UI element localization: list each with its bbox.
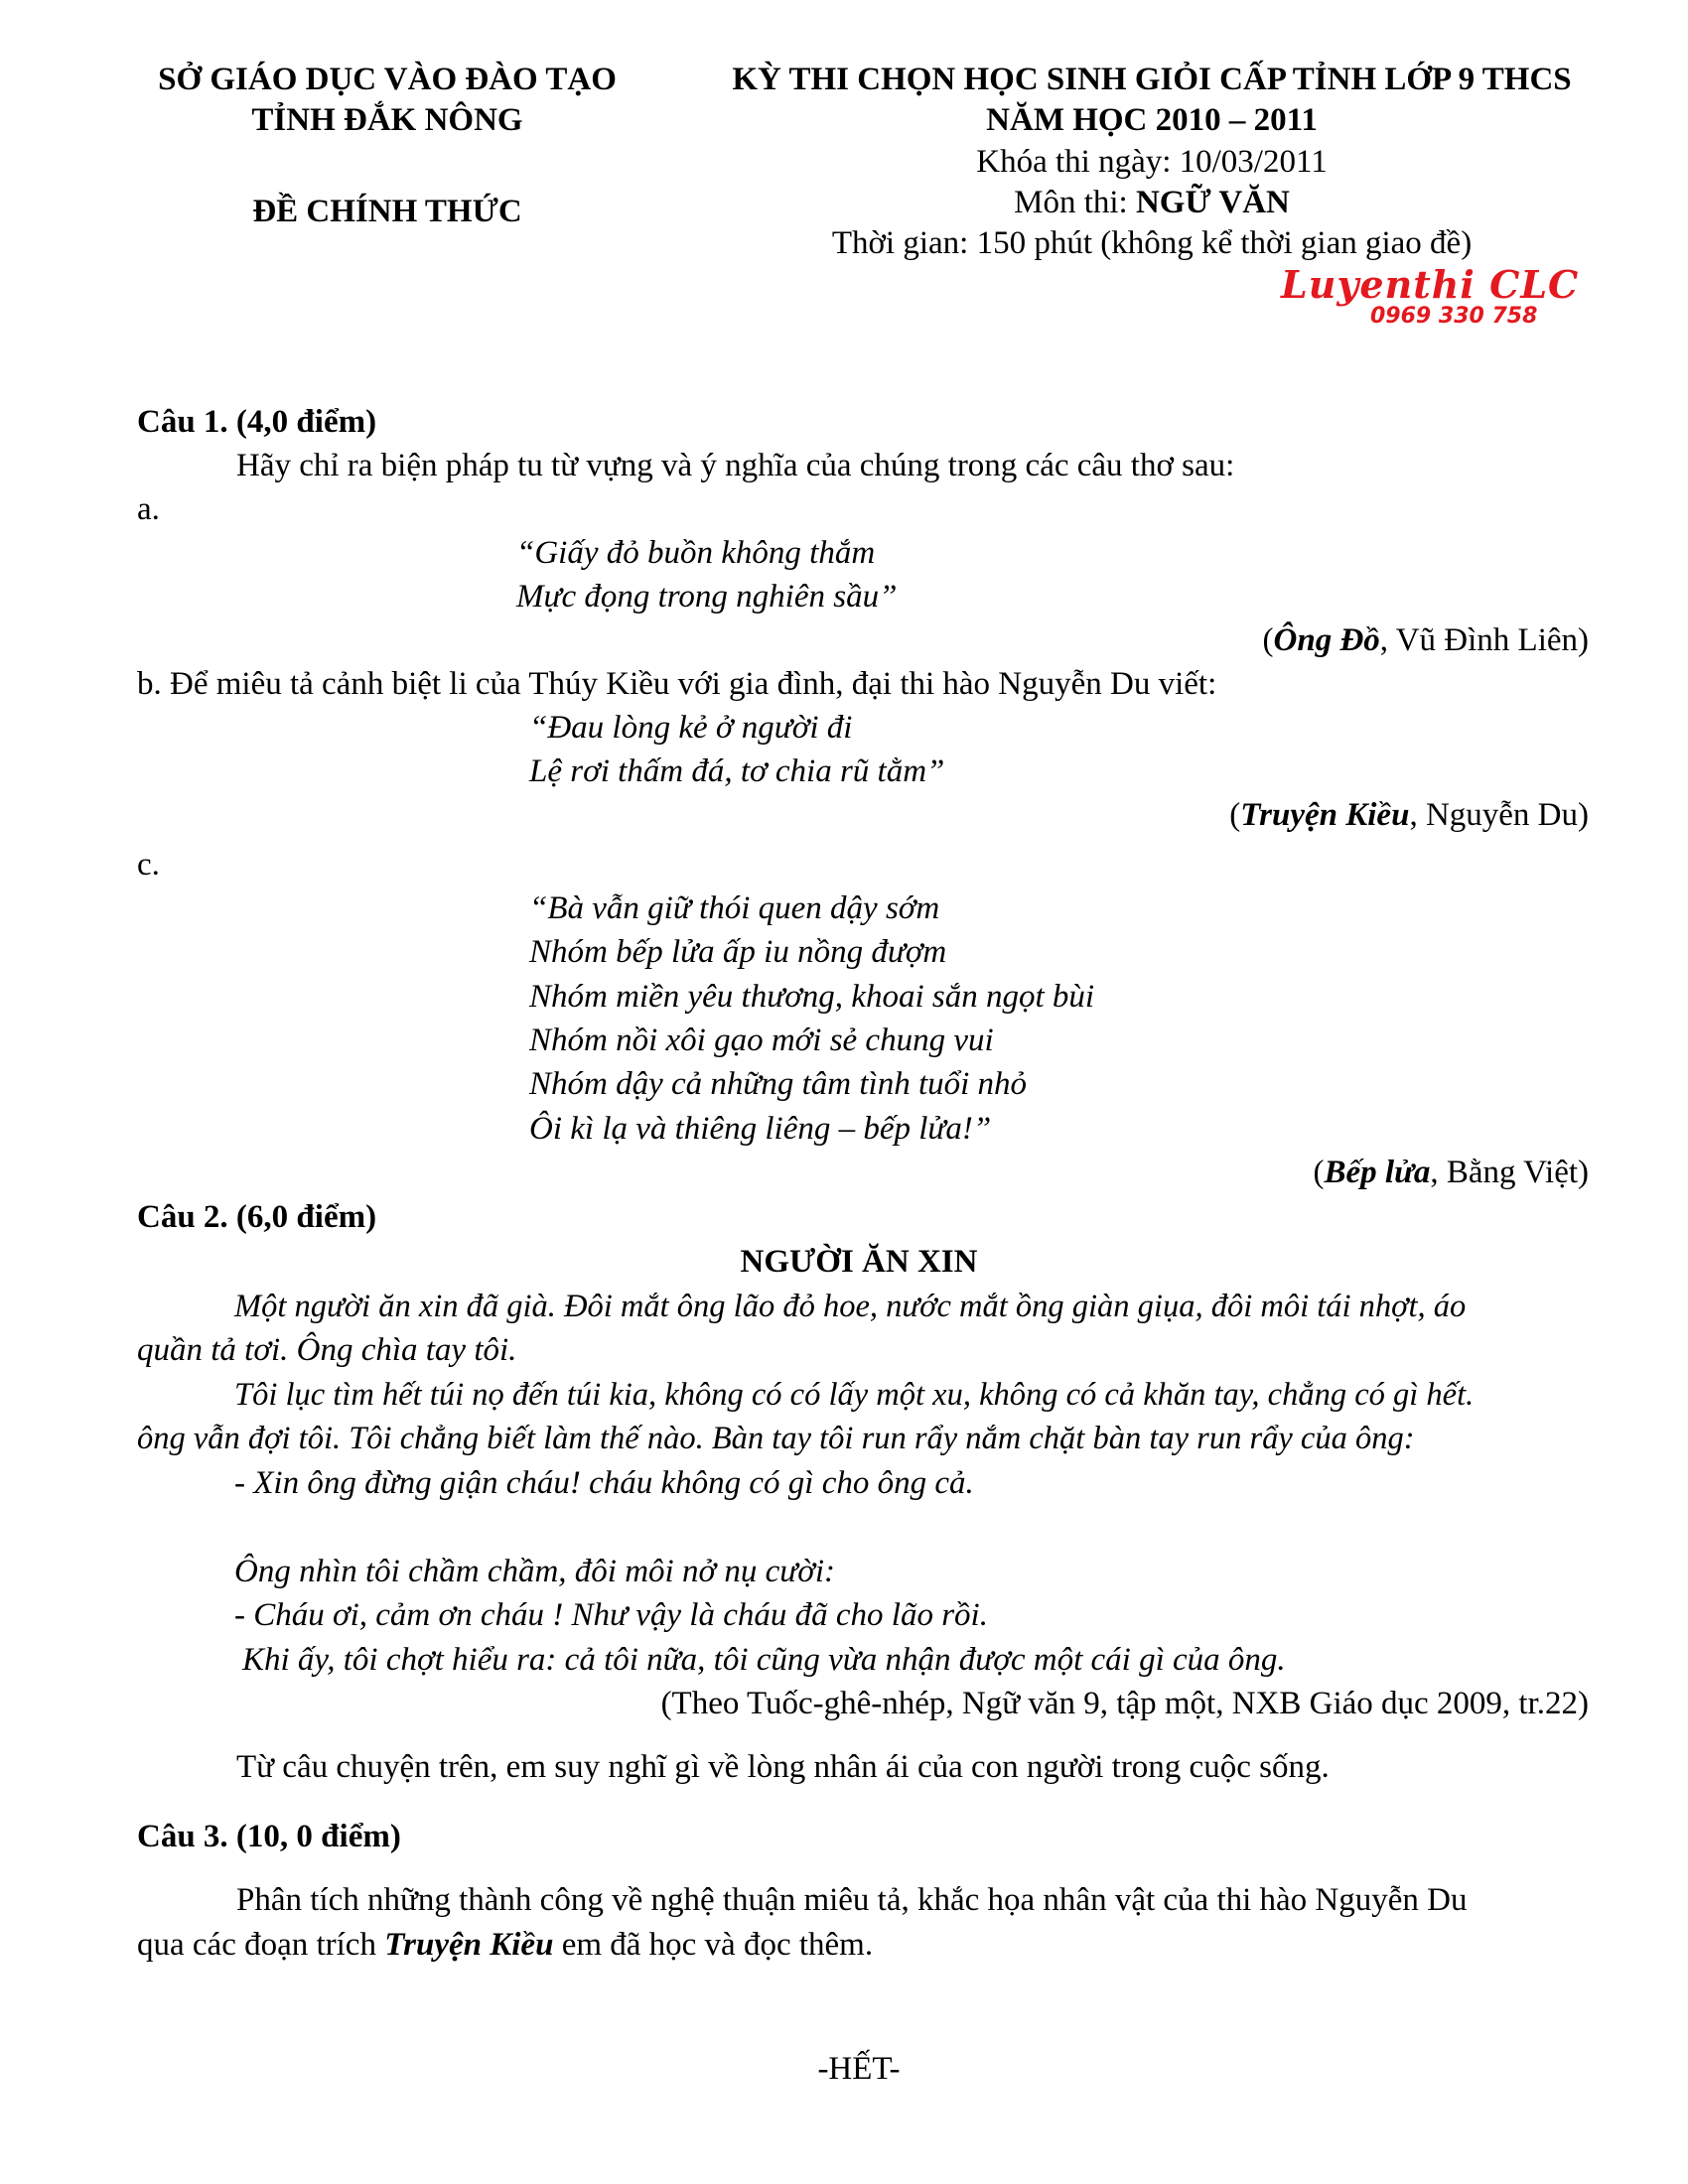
subject-name: NGỮ VĂN (1135, 184, 1290, 220)
work-title: Ông Đồ (1273, 622, 1380, 658)
author: , Bằng Việt) (1430, 1155, 1589, 1190)
source-paren: ( (1313, 1155, 1325, 1190)
question-2-task: Từ câu chuyện trên, em suy nghĩ gì về lòng nhân ái của con người trong cuộc sống. (236, 1749, 1330, 1785)
exam-duration: Thời gian: 150 phút (không kể thời gian giao đề) (831, 225, 1473, 261)
work-title: Bếp lửa (1324, 1155, 1431, 1190)
exam-info-block (685, 60, 1618, 264)
question-3-line-1: Phân tích những thành công về nghệ thuận miêu tả, khắc họa nhân vật của thi hào Nguyễn Du (236, 1882, 1468, 1918)
official-label: ĐỀ CHÍNH THỨC (252, 193, 522, 229)
poem-c-line-6: Ôi kì lạ và thiêng liêng – bếp lửa!” (529, 1111, 992, 1147)
story-para-1b: quần tả tơi. Ông chìa tay tôi. (137, 1332, 517, 1368)
poem-b-line-1: “Đau lòng kẻ ở người đi (529, 710, 853, 746)
exam-subject (685, 183, 1618, 223)
poem-c-line-1: “Bà vẫn giữ thói quen dậy sớm (529, 890, 940, 926)
poem-b-line-2: Lệ rơi thấm đá, tơ chia rũ tằm” (529, 753, 945, 789)
story-para-1a: Một người ăn xin đã già. Đôi mắt ông lão đỏ hoe, nước mắt ồng giàn giụa, đôi môi tái nhợt, áo (234, 1289, 1467, 1324)
work-title: Truyện Kiều (1240, 797, 1410, 833)
q3-work-title: Truyện Kiều (384, 1927, 554, 1963)
watermark-brand: Luyenthi CLC (1281, 262, 1580, 307)
question-1-title: Câu 1. (4,0 điểm) (137, 404, 377, 440)
author: , Vũ Đình Liên) (1379, 622, 1589, 658)
story-source: (Theo Tuốc-ghê-nhép, Ngữ văn 9, tập một, NXB Giáo dục 2009, tr.22) (660, 1686, 1589, 1721)
poem-c-line-3: Nhóm miền yêu thương, khoai sắn ngọt bùi (529, 979, 1095, 1015)
q3-text-pre: qua các đoạn trích (137, 1927, 385, 1963)
story-para-4: Ông nhìn tôi chầm chầm, đôi môi nở nụ cười: (234, 1554, 835, 1589)
story-para-6: Khi ấy, tôi chợt hiểu ra: cả tôi nữa, tôi cũng vừa nhận được một cái gì của ông. (242, 1642, 1286, 1678)
q3-text-post: em đã học và đọc thêm. (553, 1927, 874, 1963)
poem-b-source (1229, 795, 1589, 836)
story-para-2b: ông vẫn đợi tôi. Tôi chẳng biết làm thế nào. Bàn tay tôi run rẩy nắm chặt bàn tay run rẩy của ông: (137, 1421, 1415, 1456)
story-title: NGƯỜI ĂN XIN (740, 1244, 978, 1280)
watermark-phone: 0969 330 758 (1370, 304, 1538, 329)
school-year: NĂM HỌC 2010 – 2011 (986, 102, 1318, 139)
story-para-2a: Tôi lục tìm hết túi nọ đến túi kia, không có có lấy một xu, không có cả khăn tay, chẳng có gì hết. (234, 1377, 1475, 1413)
item-c-label: c. (137, 847, 160, 883)
source-paren: ( (1229, 797, 1241, 833)
poem-a-line-2: Mực đọng trong nghiên sầu” (516, 579, 898, 614)
issuer-department: SỞ GIÁO DỤC VÀO ĐÀO TẠO (158, 62, 617, 97)
item-a-label: a. (137, 491, 160, 527)
question-2-title: Câu 2. (6,0 điểm) (137, 1199, 377, 1235)
issuer-block (119, 60, 655, 232)
author: , Nguyễn Du) (1409, 797, 1589, 833)
poem-c-line-5: Nhóm dậy cả những tâm tình tuổi nhỏ (529, 1066, 1028, 1102)
poem-a-source (1263, 620, 1589, 661)
poem-a-line-1: “Giấy đỏ buồn không thắm (516, 535, 876, 571)
poem-c-line-4: Nhóm nồi xôi gạo mới sẻ chung vui (529, 1023, 994, 1058)
subject-label: Môn thi: (1014, 184, 1136, 220)
story-para-5: - Cháu ơi, cảm ơn cháu ! Như vậy là cháu đã cho lão rồi. (234, 1597, 988, 1633)
source-paren: ( (1262, 622, 1274, 658)
item-b-intro: b. Để miêu tả cảnh biệt li của Thúy Kiều với gia đình, đại thi hào Nguyễn Du viết: (137, 666, 1217, 702)
exam-title: KỲ THI CHỌN HỌC SINH GIỎI CẤP TỈNH LỚP 9 THCS (732, 62, 1572, 97)
exam-date: Khóa thi ngày: 10/03/2011 (976, 143, 1328, 180)
question-3-line-2 (137, 1925, 873, 1966)
watermark-logo (1281, 262, 1580, 329)
poem-c-line-2: Nhóm bếp lửa ấp iu nồng đượm (529, 934, 947, 970)
question-3-title: Câu 3. (10, 0 điểm) (137, 1819, 401, 1854)
question-1-prompt: Hãy chỉ ra biện pháp tu từ vựng và ý nghĩa của chúng trong các câu thơ sau: (236, 448, 1235, 483)
poem-c-source (1314, 1153, 1590, 1193)
story-para-3: - Xin ông đừng giận cháu! cháu không có gì cho ông cả. (234, 1465, 974, 1501)
end-marker: -HẾT- (817, 2051, 901, 2087)
issuer-province: TỈNH ĐẮK NÔNG (251, 102, 523, 139)
